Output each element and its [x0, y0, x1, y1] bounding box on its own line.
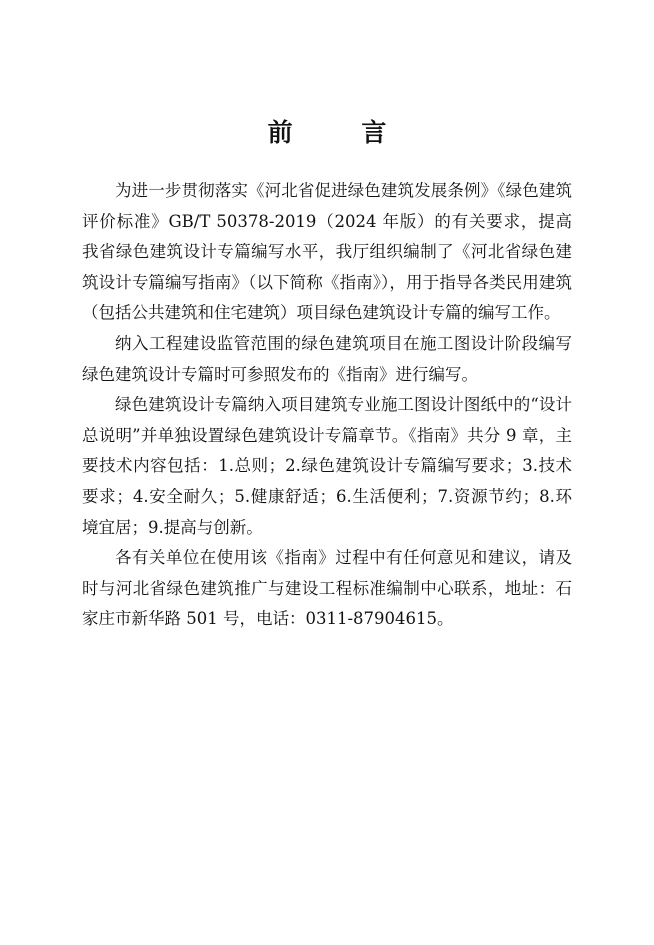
page-title: 前 言 — [267, 118, 417, 147]
paragraph-scope: 纳入工程建设监管范围的绿色建筑项目在施工图设计阶段编写绿色建筑设计专篇时可参照发布的《指南》进行编写。 — [82, 333, 572, 384]
paragraph-contact: 各有关单位在使用该《指南》过程中有任何意见和建议，请及时与河北省绿色建筑推广与建设工程标准编制中心联系，地址：石家庄市新华路 501 号，电话：0311-87904615。 — [82, 548, 572, 629]
paragraph-structure: 绿色建筑设计专篇纳入项目建筑专业施工图设计图纸中的“设计总说明”并单独设置绿色建筑设计专篇章节。《指南》共分 9 章，主要技术内容包括：1.总则；2.绿色建筑设计专篇编写要求；3.技术要求；4.安全耐久；5.健康舒适；6.生活便利；7.资源节约；8.环境宜居；9.提高与创新。 — [82, 395, 572, 537]
paragraph-purpose: 为进一步贯彻落实《河北省促进绿色建筑发展条例》《绿色建筑评价标准》GB/T 50378-2019（2024 年版）的有关要求，提高我省绿色建筑设计专篇编写水平，我厅组织编制了《河北省绿色建筑设计专篇编写指南》（以下简称《指南》），用于指导各类民用建筑（包括公共建筑和住宅建筑）项目绿色建筑设计专篇的编写工作。 — [82, 181, 572, 323]
document-body — [82, 176, 572, 635]
